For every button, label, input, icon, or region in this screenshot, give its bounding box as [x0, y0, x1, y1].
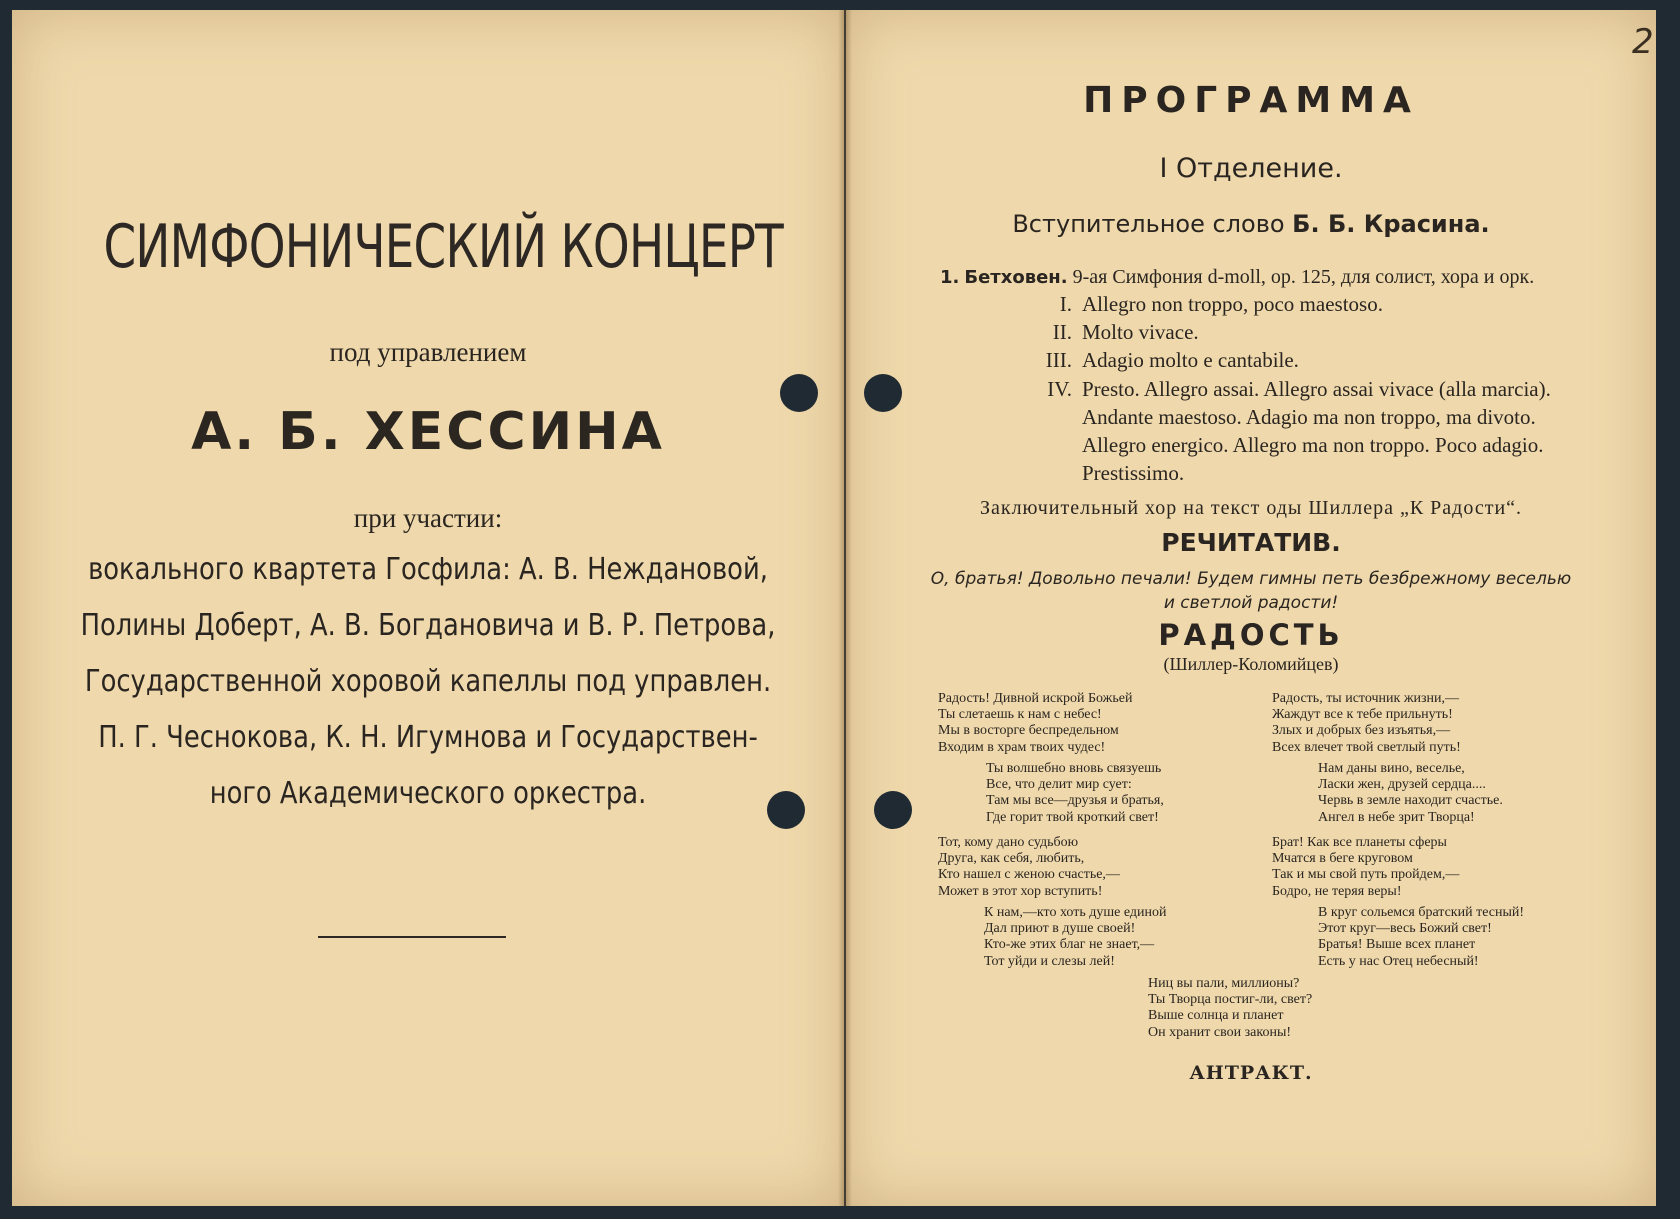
page-number: 2: [1632, 22, 1654, 62]
poem-line: Ты слетаешь к нам с небес!: [938, 707, 1102, 723]
poem-stanza: [984, 905, 1167, 970]
punch-hole: [864, 374, 902, 412]
participants-line: Полины Доберт, А. В. Богдановича и В. Р. Петрова,: [80, 608, 776, 643]
poem-line: Входим в храм твоих чудес!: [938, 739, 1106, 755]
poem-line: Ты Творца постиг-ли, свет?: [1148, 992, 1313, 1008]
poem-line: Кто нашел с женою счастье,—: [938, 867, 1120, 883]
divider-rule: [318, 936, 506, 938]
movement-text: Presto. Allegro assai. Allegro assai vivace (alla marcia).: [1082, 377, 1551, 401]
poem-stanza: [1148, 976, 1312, 1041]
poem-line: Ангел в небе зрит Творца!: [1318, 809, 1475, 825]
joy-title: РАДОСТЬ: [1158, 618, 1344, 652]
poem-line: Дал приют в душе своей!: [984, 921, 1136, 937]
concert-title: СИМФОНИЧЕСКИЙ КОНЦЕРТ: [103, 212, 783, 282]
recitative-line: и светлой радости!: [1163, 593, 1339, 613]
poem-line: Нам даны вино, веселье,: [1318, 761, 1465, 776]
movement-number: II.: [1052, 320, 1072, 344]
poem-line: Все, что делит мир сует:: [986, 777, 1132, 793]
poem-line: Братья! Выше всех планет: [1318, 937, 1476, 953]
poem-line: Так и мы свой путь пройдем,—: [1272, 867, 1460, 883]
section-heading: I Отделение.: [1159, 153, 1343, 184]
work-title: 9-ая Симфония d-moll, ор. 125, для солист, хора и орк.: [1072, 266, 1535, 288]
participation-intro: при участии:: [353, 503, 503, 533]
poem-line: Может в этот хор вступить!: [938, 883, 1103, 899]
poem-stanza: [938, 835, 1120, 900]
poem-line: Брат! Как все планеты сферы: [1272, 835, 1447, 850]
poem-stanza: [1272, 691, 1461, 756]
participants-line: П. Г. Чеснокова, К. Н. Игумнова и Государствен-: [98, 720, 758, 755]
poem-line: Тот уйди и слезы лей!: [984, 953, 1115, 969]
poem-line: Кто-же этих благ не знает,—: [984, 937, 1155, 953]
conductor-intro: под управлением: [329, 337, 527, 367]
poem-line: Злых и добрых без изъятья,—: [1272, 723, 1451, 739]
movement-text: Molto vivace.: [1082, 320, 1199, 344]
movement-text: Allegro non troppo, poco maestoso.: [1082, 292, 1383, 316]
intro-line: [846, 210, 1656, 238]
poem-line: Выше солнца и планет: [1148, 1008, 1284, 1024]
program-item: [940, 266, 1534, 289]
movement-continuation: Allegro energico. Allegro ma non troppo. Poco adagio.: [1082, 433, 1544, 457]
poem-line: В круг сольемся братский тесный!: [1318, 905, 1525, 920]
poem-stanza: [986, 761, 1164, 826]
poem-line: Друга, как себя, любить,: [938, 851, 1085, 867]
recitative-line: О, братья! Довольно печали! Будем гимны петь безбрежному веселью: [930, 569, 1572, 589]
movement-text: Adagio molto e cantabile.: [1082, 348, 1299, 372]
movement-number: I.: [1059, 292, 1072, 316]
poem-stanza: [1318, 761, 1503, 826]
movement-number: IV.: [1047, 377, 1072, 401]
poem-line: Всех влечет твой светлый путь!: [1272, 739, 1461, 755]
poem-line: Где горит твой кроткий свет!: [986, 809, 1159, 825]
movement-continuation: Andante maestoso. Adagio ma non troppo, ma divoto.: [1082, 405, 1536, 429]
movement-continuation: Prestissimo.: [1082, 461, 1185, 485]
movement-number: III.: [1045, 348, 1072, 372]
poem-line: Ниц вы пали, миллионы?: [1148, 976, 1300, 991]
poem-line: Есть у нас Отец небесный!: [1318, 953, 1479, 969]
poem-line: К нам,—кто хоть душе единой: [984, 905, 1167, 920]
poem-line: Тот, кому дано судьбою: [938, 835, 1079, 850]
participants-line: Государственной хоровой капеллы под управлен.: [84, 664, 772, 699]
composer: Бетховен.: [964, 267, 1068, 288]
item-number: 1.: [940, 267, 960, 288]
poem-line: Мы в восторге беспредельном: [938, 723, 1119, 739]
program-title: ПРОГРАММА: [1083, 80, 1419, 121]
poem-line: Ты волшебно вновь связуешь: [986, 761, 1162, 776]
joy-subtitle: (Шиллер-Коломийцев): [1163, 654, 1339, 674]
poem-line: Там мы все—друзья и братья,: [986, 793, 1164, 809]
poem-line: Ласки жен, друзей сердца....: [1318, 777, 1486, 793]
participants-line: вокального квартета Госфила: А. В. Неждановой,: [88, 552, 768, 587]
participants-line: ного Академического оркестра.: [209, 776, 647, 811]
poem-line: Жаждут все к тебе прильнуть!: [1272, 707, 1453, 723]
intro-prefix: Вступительное слово: [1012, 210, 1285, 238]
punch-hole: [874, 791, 912, 829]
poem-stanza: [938, 691, 1132, 756]
poem-stanza: [1272, 835, 1459, 900]
intro-speaker: Б. Б. Красина.: [1292, 210, 1490, 238]
recitative-title: РЕЧИТАТИВ.: [1161, 528, 1341, 557]
poem-line: Этот круг—весь Божий свет!: [1318, 921, 1492, 937]
poem-line: Радость! Дивной искрой Божьей: [938, 691, 1133, 706]
poem-line: Бодро, не теряя веры!: [1272, 883, 1402, 899]
poem-line: Он хранит свои законы!: [1148, 1024, 1292, 1040]
intermission-label: АНТРАКТ.: [1189, 1062, 1313, 1084]
poem-stanza: [1318, 905, 1524, 970]
conductor-name: А. Б. ХЕССИНА: [191, 402, 665, 462]
poem-line: Червь в земле находит счастье.: [1318, 793, 1503, 809]
finale-note: Заключительный хор на текст оды Шиллера „К Радости“.: [979, 497, 1523, 519]
poem-line: Радость, ты источник жизни,—: [1272, 691, 1459, 706]
poem-line: Мчатся в беге круговом: [1272, 851, 1413, 867]
